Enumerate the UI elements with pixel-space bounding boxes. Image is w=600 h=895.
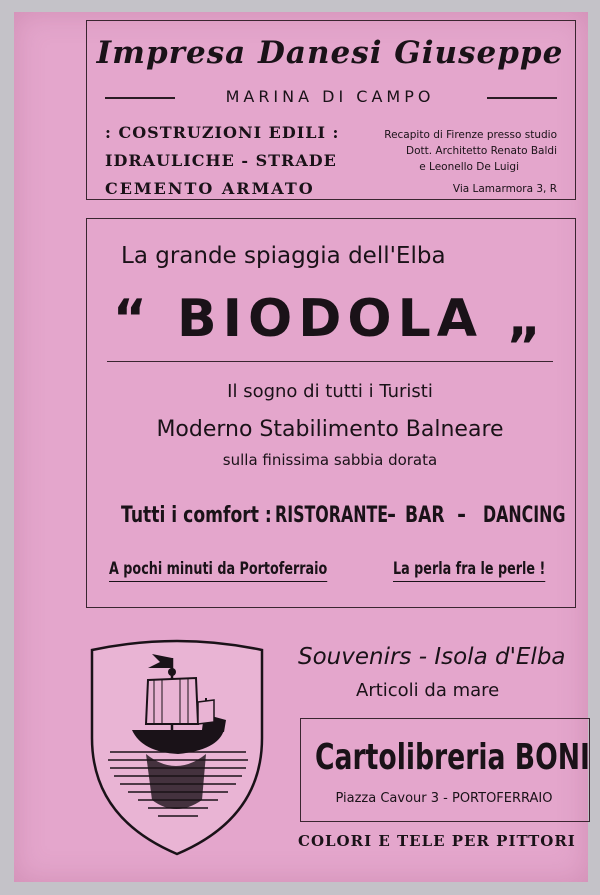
ad-impresa-danesi <box>86 20 576 200</box>
address-line-1: Recapito di Firenze presso studio <box>384 129 557 141</box>
magazine-page <box>14 12 588 882</box>
detail: sulla finissima sabbia dorata <box>222 451 438 469</box>
ad-boni <box>80 618 590 876</box>
articoli-line: Articoli da mare <box>356 680 500 701</box>
services-line-1: : COSTRUZIONI EDILI : <box>105 123 340 142</box>
bottom-line: COLORI E TELE PER PITTORI <box>298 832 576 850</box>
company-name: Impresa Danesi Giuseppe <box>96 35 564 71</box>
address-line-4: Via Lamarmora 3, R <box>452 183 557 195</box>
comfort-label: Tutti i comfort : <box>121 503 272 528</box>
location-label: MARINA DI CAMPO <box>225 87 435 106</box>
footer-left: A pochi minuti da Portoferraio <box>109 559 327 582</box>
shop-box <box>300 718 590 822</box>
footer-right: La perla fra le perle ! <box>393 559 545 582</box>
tagline: Il sogno di tutti i Turisti <box>227 381 433 402</box>
services-line-2: IDRAULICHE - STRADE <box>105 151 337 170</box>
shop-address: Piazza Cavour 3 - PORTOFERRAIO <box>335 791 553 806</box>
souvenirs-line: Souvenirs - Isola d'Elba <box>298 644 566 670</box>
subtitle: Moderno Stabilimento Balneare <box>156 417 504 442</box>
title-underline <box>107 361 553 362</box>
ad-biodola <box>86 218 576 608</box>
amenity-bar: BAR <box>405 503 445 528</box>
amenity-dancing: DANCING <box>483 503 566 528</box>
biodola-title: “ BIODOLA „ <box>112 289 548 349</box>
sailing-ship-shield-icon <box>86 628 268 858</box>
shop-name: Cartolibreria BONI <box>315 737 590 778</box>
services-line-3: CEMENTO ARMATO <box>105 179 315 198</box>
amenity-sep-1: - <box>387 503 397 528</box>
address-line-2: Dott. Architetto Renato Baldi <box>406 145 557 157</box>
amenity-sep-2: - <box>457 503 467 528</box>
amenity-ristorante: RISTORANTE <box>275 503 389 528</box>
address-line-3: e Leonello De Luigi <box>419 161 519 173</box>
headline: La grande spiaggia dell'Elba <box>121 243 446 269</box>
